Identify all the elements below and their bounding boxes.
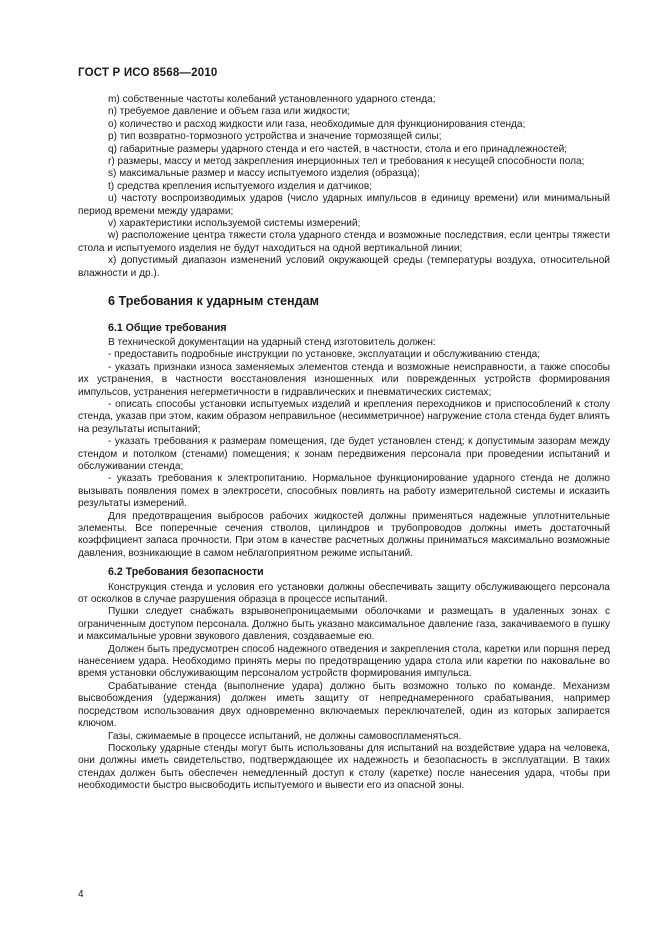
- list-item: p) тип возвратно-тормозного устройства и значение тормозящей силы;: [108, 131, 442, 143]
- section-title: 6 Требования к ударным стендам: [108, 294, 319, 309]
- paragraph: Конструкция стенда и условия его установки должны обеспечивать защиту обслуживающего персонала от осколков в случае разрушения образца в процессе испытаний.: [78, 581, 610, 606]
- page-number: 4: [78, 889, 84, 900]
- list-item: n) требуемое давление и объем газа или жидкости;: [108, 106, 351, 118]
- list-item: u) частоту воспроизводимых ударов (число ударных импульсов в единицу времени) или минимальный период времени между ударами;: [78, 193, 610, 217]
- list-item: m) собственные частоты колебаний установленного ударного стенда;: [108, 94, 436, 105]
- document-header: ГОСТ Р ИСО 8568—2010: [78, 67, 218, 79]
- paragraph: Газы, сжимаемые в процессе испытаний, не должны самовоспламеняться.: [108, 730, 462, 742]
- paragraph: Должен быть предусмотрен способ надежного отведения и закрепления стола, каретки или поршня перед нанесением удара. Необходимо принять меры по предотвращению удара стола или каретки по наковальне во время установки обслуживающим персоналом устройств формирования импульса.: [78, 643, 610, 680]
- paragraph: - указать требования к размерам помещения, где будет установлен стенд; к допустимым зазорам между стендом и потолком (стенами) помещения; к зонам передвижения персонала при проведении испытаний и обслуживании стенда;: [78, 436, 610, 472]
- list-item: t) средства крепления испытуемого изделия и датчиков;: [108, 180, 373, 192]
- paragraph: В технической документации на ударный стенд изготовитель должен:: [108, 336, 436, 348]
- paragraph: - предоставить подробные инструкции по установке, эксплуатации и обслуживанию стенда;: [108, 349, 541, 361]
- paragraph: Поскольку ударные стенды могут быть использованы для испытаний на воздействие удара на человека, они должны иметь свидетельство, подтверждающее их надежность и безопасность в эксплуатации. В таких стендах должен быть обеспечен немедленный доступ к столу (каретке) после нанесения удара, чтобы при необходимости быстро высвободить испытуемого и вывести его из опасной зоны.: [78, 742, 610, 792]
- requirements-list: [78, 94, 610, 280]
- paragraph: Срабатывание стенда (выполнение удара) должно быть возможно только по команде. Механизм высвобождения (удержания) должен иметь защиту от непреднамеренного срабатывания, например посредством использования двух одновременно включаемых переключателей, один из которых запирается ключом.: [78, 680, 610, 730]
- list-item: v) характеристики используемой системы измерений;: [108, 218, 361, 230]
- paragraph: - указать требования к электропитанию. Нормальное функционирование ударного стенда не должно вызывать появления помех в электросети, способных повлиять на работу измерительной системы и исказить результаты измерений.: [78, 473, 610, 510]
- paragraph: Для предотвращения выбросов рабочих жидкостей должны применяться надежные уплотнительные элементы. Все поперечные сечения стволов, цилиндров и трубопроводов должны иметь достаточный коэффициент запаса прочности. При этом в качестве расчетных должны приниматься максимально возможные давления, возникающие в самом неблагоприятном режиме испытаний.: [78, 510, 610, 559]
- list-item: x) допустимый диапазон изменений условий окружающей среды (температуры воздуха, относительной влажности и др.).: [78, 255, 610, 279]
- list-item: s) максимальные размер и массу испытуемого изделия (образца);: [108, 168, 420, 180]
- list-item: r) размеры, массу и метод закрепления инерционных тел и требования к несущей способности пола;: [108, 156, 585, 168]
- subsection-title: 6.1 Общие требования: [108, 321, 227, 334]
- paragraph: Пушки следует снабжать взрывонепроницаемыми оболочками и размещать в удаленных зонах с ограниченным доступом персонала. Должно быть указано максимальное давление газа, закачиваемого в пушку и максимальные уровни звукового давления, создаваемые ею.: [78, 606, 610, 643]
- list-item: q) габаритные размеры ударного стенда и его частей, в частности, стола и его принадлежностей;: [108, 143, 568, 155]
- list-item: o) количество и расход жидкости или газа, необходимые для функционирования стенда;: [108, 118, 526, 130]
- paragraph: - описать способы установки испытуемых изделий и крепления переходников и приспособлений к столу стенда, указав при этом, каким образом неправильное (несимметричное) нагружение стола стенда будет влиять на результаты испытаний;: [78, 398, 610, 435]
- list-item: w) расположение центра тяжести стола ударного стенда и возможные последствия, если центры тяжести стола и испытуемого изделия не будут находиться на одной вертикальной линии;: [78, 230, 610, 254]
- subsection-title: 6.2 Требования безопасности: [108, 566, 264, 579]
- paragraph: - указать признаки износа заменяемых элементов стенда и возможные неисправности, а также способы их устранения, в частности восстановления изношенных или поврежденных устройств формирования импульсов, устранения негерметичности в гидравлических и пневматических системах;: [78, 361, 610, 398]
- document-body: [78, 94, 610, 793]
